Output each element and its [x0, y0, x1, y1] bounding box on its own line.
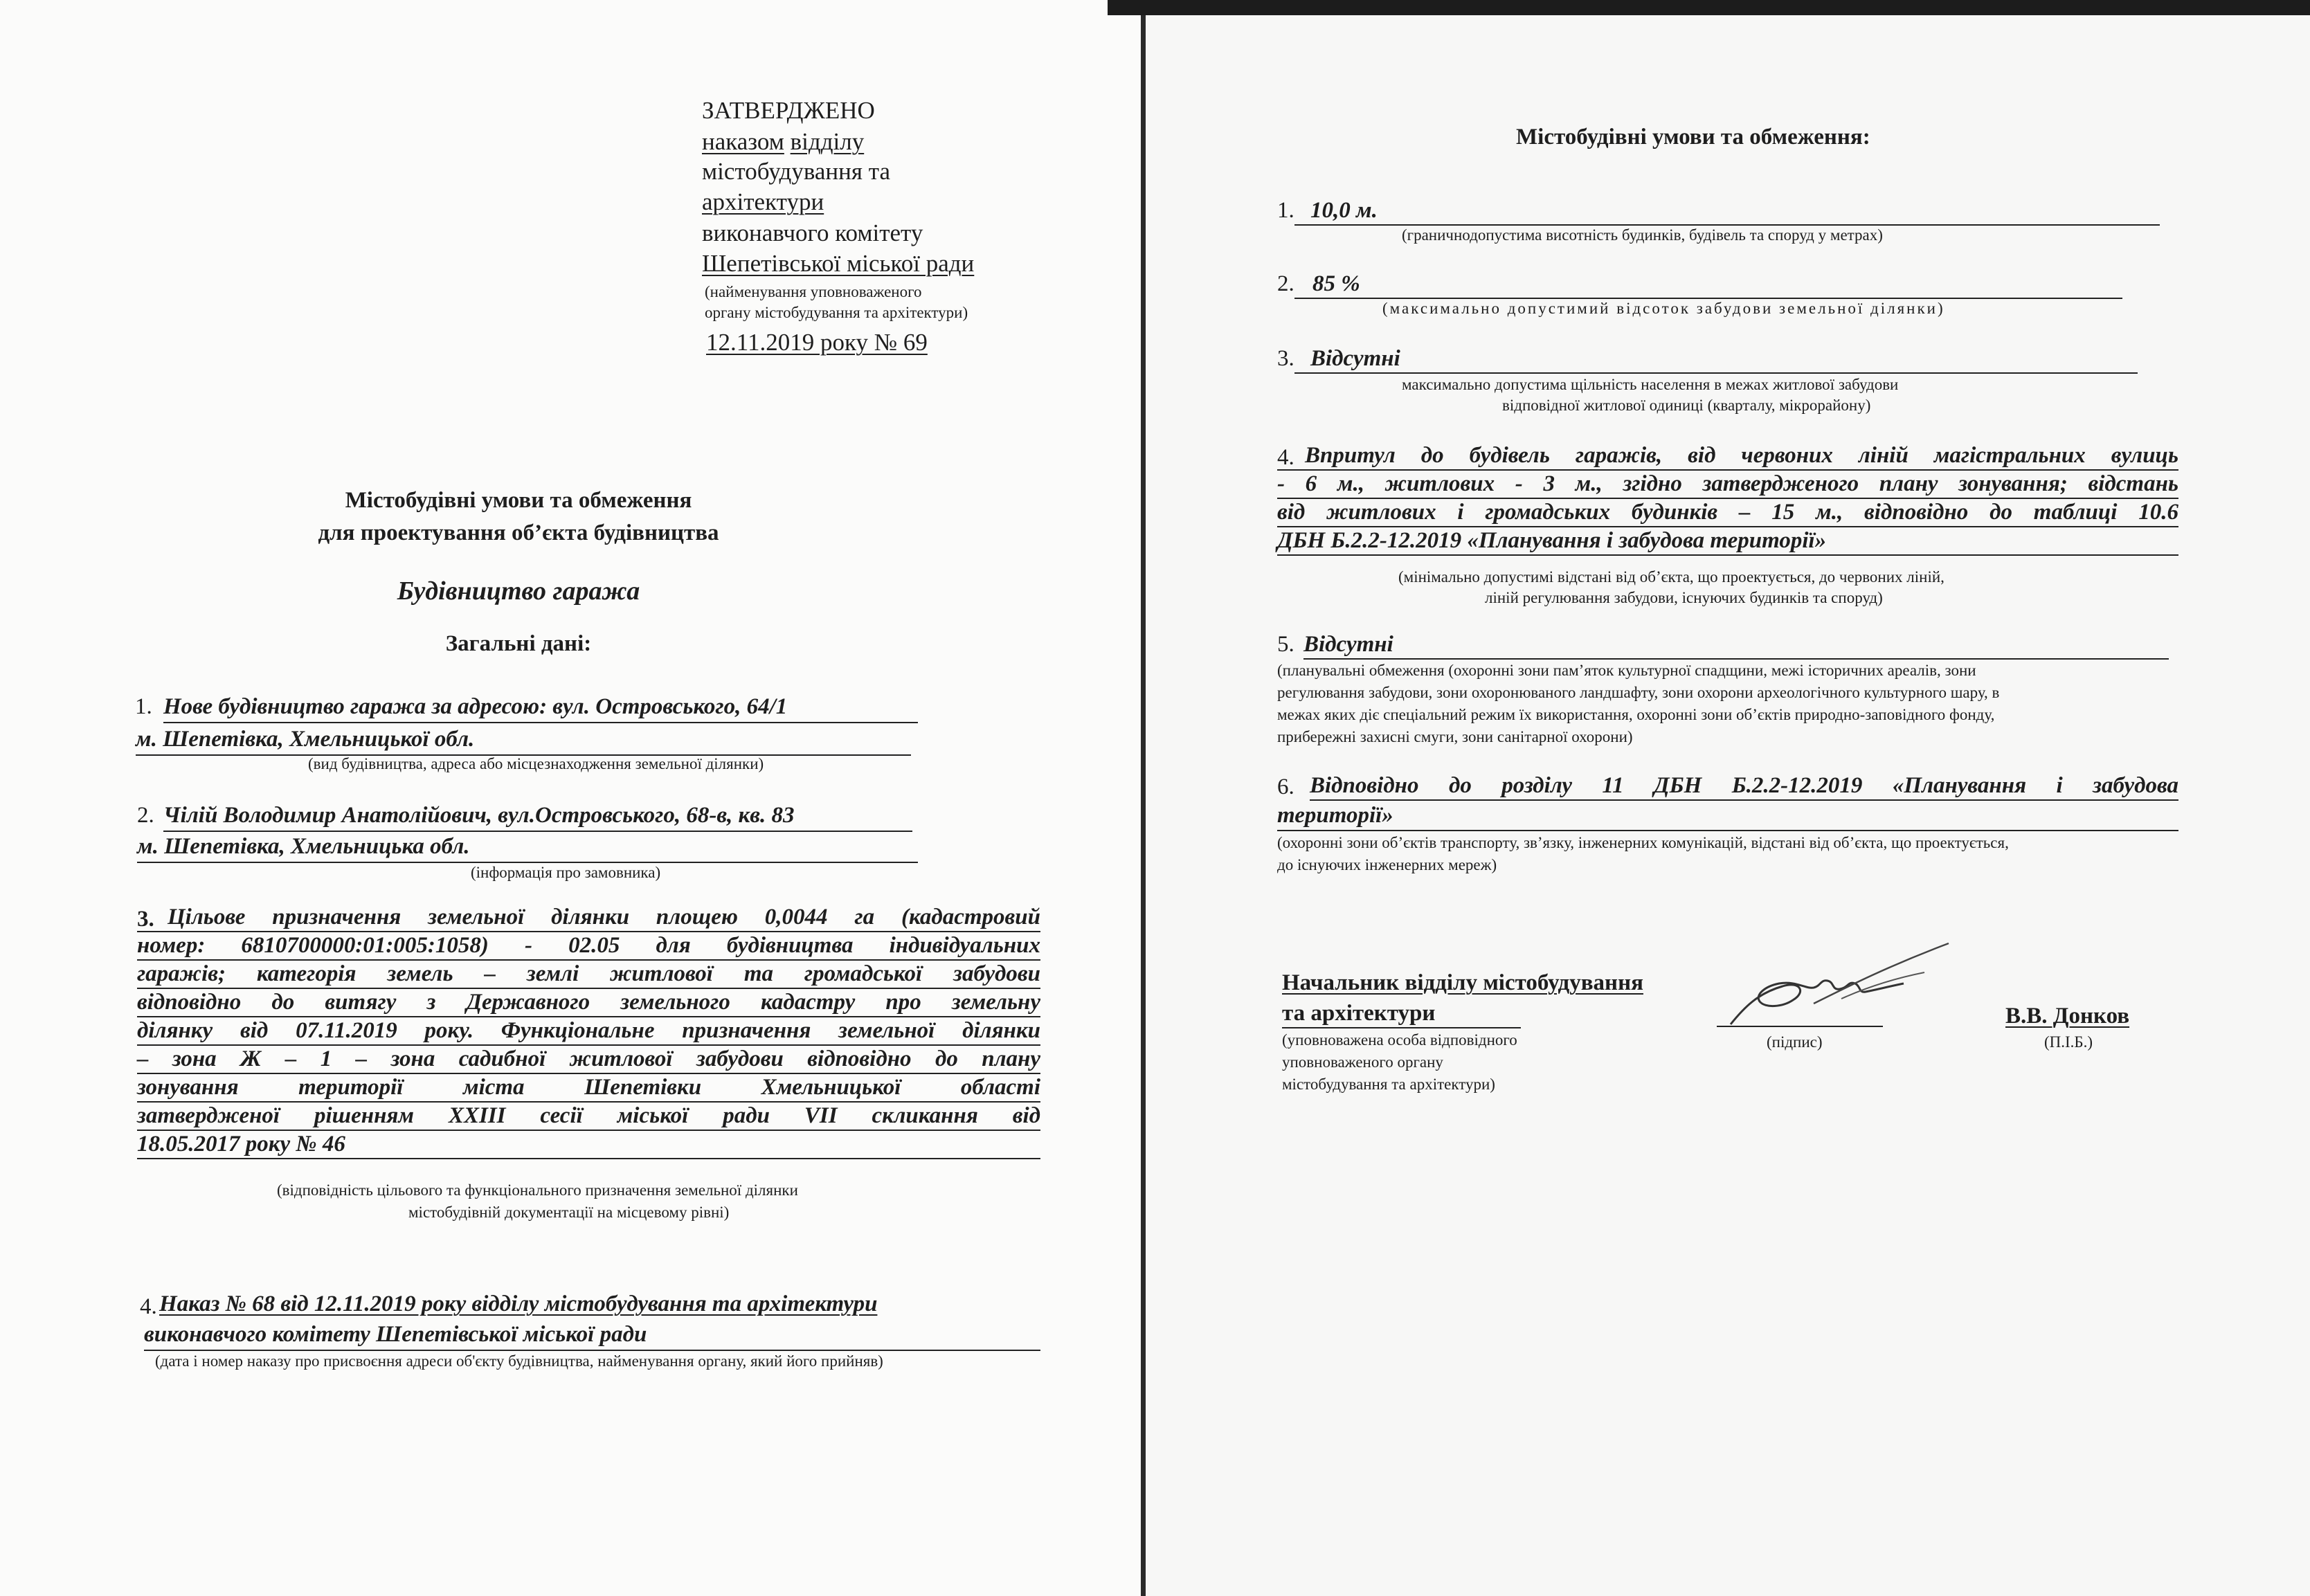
approval-line-3: архітектури [702, 188, 824, 215]
approval-line-1: наказом відділу [702, 128, 865, 155]
approval-caption-2: органу містобудування та архітектури) [705, 304, 968, 321]
left-item-4-line-1: Наказ № 68 від 12.11.2019 року відділу містобудування та архітектури [159, 1291, 878, 1316]
left-item-1-number: 1. [135, 694, 152, 719]
scan-edge-shadow [1108, 0, 2310, 15]
document-subtitle: для проектування об’єкта будівництва [318, 520, 719, 545]
left-item-3-line: відповідно до витягу з Державного земельного кадастру про земельну [137, 989, 1040, 1017]
left-item-1-caption: (вид будівництва, адреса або місцезнаходження земельної ділянки) [308, 755, 764, 772]
left-item-4-rule [144, 1350, 1040, 1351]
left-item-3-line: номер: 6810700000:01:005:1058) - 02.05 для будівництва індивідуальних [137, 932, 1040, 961]
handwritten-signature [1717, 938, 1959, 1035]
right-item-5-caption-3: межах яких діє спеціальний режим їх використання, охоронні зони об’єктів природно-заповідного фонду, [1277, 706, 1995, 723]
right-item-4-caption-2: ліній регулювання забудови, існуючих будинків та споруд) [1485, 589, 1883, 606]
approval-date-number: 12.11.2019 року № 69 [706, 329, 928, 356]
general-data-heading: Загальні дані: [445, 631, 592, 656]
right-item-5-value: Відсутні [1303, 632, 1393, 657]
left-item-2-rule-1 [163, 831, 912, 832]
left-item-4-caption: (дата і номер наказу про присвоєння адреси об'єкту будівництва, найменування органу, який його прийняв) [155, 1352, 883, 1370]
left-item-1-rule-1 [163, 722, 918, 723]
left-item-3-line: – зона Ж – 1 – зона садибної житлової забудови відповідно до плану [137, 1046, 1040, 1074]
right-item-3-value: Відсутні [1310, 346, 1400, 371]
right-item-5-number: 5. [1277, 632, 1294, 657]
right-item-3-rule [1294, 372, 2138, 374]
approval-caption-1: (найменування уповноваженого [705, 283, 922, 300]
signatory-name: В.В. Донков [2005, 1004, 2130, 1028]
right-item-1-value: 10,0 м. [1310, 198, 1378, 223]
right-item-6-number: 6. [1277, 774, 1294, 799]
right-item-6-caption-2: до існуючих інженерних мереж) [1277, 856, 1497, 873]
right-item-3-caption-1: максимально допустима щільність населення в межах житлової забудови [1402, 376, 1899, 393]
right-item-1-caption: (граничнодопустима висотність будинків, будівель та споруд у метрах) [1402, 226, 1883, 244]
left-item-4-line-2: виконавчого комітету Шепетівської міської ради [144, 1322, 647, 1347]
left-item-1-line-2: м. Шепетівка, Хмельницької обл. [136, 727, 475, 752]
right-item-5-caption-1: (планувальні обмеження (охоронні зони пам’яток культурної спадщини, межі історичних ареалів, зони [1277, 662, 1976, 679]
signatory-position-1: Начальник відділу містобудування [1282, 970, 1643, 995]
right-item-5-caption-2: регулювання забудови, зони охоронюваного ландшафту, зони охорони археологічного культурного шару, в [1277, 684, 2000, 701]
right-item-4-caption-1: (мінімально допустимі відстані від об’єкта, що проектується, до червоних ліній, [1398, 568, 1944, 586]
right-item-6-caption-1: (охоронні зони об’єктів транспорту, зв’язку, інженерних комунікацій, відстані від об’єкта, що проектується, [1277, 834, 2009, 851]
left-item-3-caption-1: (відповідність цільового та функціонального призначення земельної ділянки [277, 1181, 798, 1199]
right-item-1-number: 1. [1277, 198, 1294, 223]
signature-caption: (підпис) [1767, 1033, 1823, 1051]
left-item-3-line: 18.05.2017 року № 46 [137, 1131, 1040, 1159]
right-item-6-line-1: Відповідно до розділу 11 ДБН Б.2.2-12.2019 «Планування і забудова [1310, 772, 2178, 801]
page-gutter [1141, 0, 1146, 1596]
right-item-5-caption-4: прибережні захисні смуги, зони санітарної охорони) [1277, 728, 1633, 745]
left-item-3-line: Цільове призначення земельної ділянки площею 0,0044 га (кадастровий [137, 904, 1040, 932]
right-item-2-caption: (максимально допустимий відсоток забудови земельної ділянки) [1382, 300, 1945, 317]
object-name: Будівництво гаража [397, 577, 640, 606]
left-item-3-paragraph [137, 904, 1040, 1159]
left-item-2-line-2: м. Шепетівка, Хмельницька обл. [137, 834, 470, 859]
right-item-4-line: - 6 м., житлових - 3 м., згідно затвердженого плану зонування; відстань [1277, 471, 2178, 499]
right-heading: Містобудівні умови та обмеження: [1516, 125, 1870, 149]
right-item-5-rule [1303, 658, 2169, 660]
signatory-position-2: та архітектури [1282, 1001, 1436, 1026]
right-item-4-line: від житлових і громадських будинків – 15 м., відповідно до таблиці 10.6 [1277, 499, 2178, 527]
right-item-3-number: 3. [1277, 346, 1294, 371]
left-item-3-line: ділянку від 07.11.2019 року. Функціональне призначення земельної ділянки [137, 1017, 1040, 1046]
left-item-3-line: гаражів; категорія земель – землі житлової та громадської забудови [137, 961, 1040, 989]
right-item-4-paragraph [1277, 442, 2178, 556]
left-item-1-line-1: Нове будівництво гаража за адресою: вул. Островського, 64/1 [163, 694, 788, 719]
left-item-2-caption: (інформація про замовника) [471, 864, 661, 881]
signatory-position-rule [1282, 1027, 1521, 1028]
left-item-2-number: 2. [137, 803, 154, 828]
left-item-3-number: 3. [137, 907, 154, 932]
right-item-6-paragraph [1310, 772, 2178, 801]
right-item-4-number: 4. [1277, 445, 1294, 470]
approval-line-4: виконавчого комітету [702, 219, 923, 246]
signatory-caption-3: містобудування та архітектури) [1282, 1076, 1495, 1093]
left-item-3-line: зонування території міста Шепетівки Хмельницької області [137, 1074, 1040, 1103]
right-item-2-number: 2. [1277, 271, 1294, 296]
signatory-caption-2: уповноваженого органу [1282, 1053, 1443, 1071]
approval-line-2: містобудування та [702, 158, 890, 185]
right-item-2-value: 85 % [1312, 271, 1360, 296]
left-item-4-number: 4. [140, 1294, 157, 1319]
approved-stamp: ЗАТВЕРДЖЕНО [702, 97, 875, 124]
right-item-3-caption-2: відповідної житлової одиниці (кварталу, мікрорайону) [1502, 397, 1871, 414]
left-item-2-line-1: Чілій Володимир Анатолійович, вул.Островського, 68-в, кв. 83 [163, 803, 795, 828]
signatory-name-caption: (П.І.Б.) [2044, 1033, 2093, 1051]
right-item-6-line-2: території» [1277, 803, 1393, 828]
left-item-3-line: затвердженої рішенням XXIII сесії міської ради VII скликання від [137, 1103, 1040, 1131]
right-item-4-line: ДБН Б.2.2-12.2019 «Планування і забудова території» [1277, 527, 2178, 556]
document-title: Містобудівні умови та обмеження [345, 488, 692, 513]
approval-line-5: Шепетівської міської ради [702, 250, 975, 277]
right-item-6-rule [1277, 830, 2178, 831]
signatory-caption-1: (уповноважена особа відповідного [1282, 1031, 1517, 1049]
right-item-4-line: Впритул до будівель гаражів, від червоних ліній магістральних вулиць [1277, 442, 2178, 471]
left-item-3-caption-2: містобудівній документації на місцевому рівні) [408, 1204, 730, 1221]
